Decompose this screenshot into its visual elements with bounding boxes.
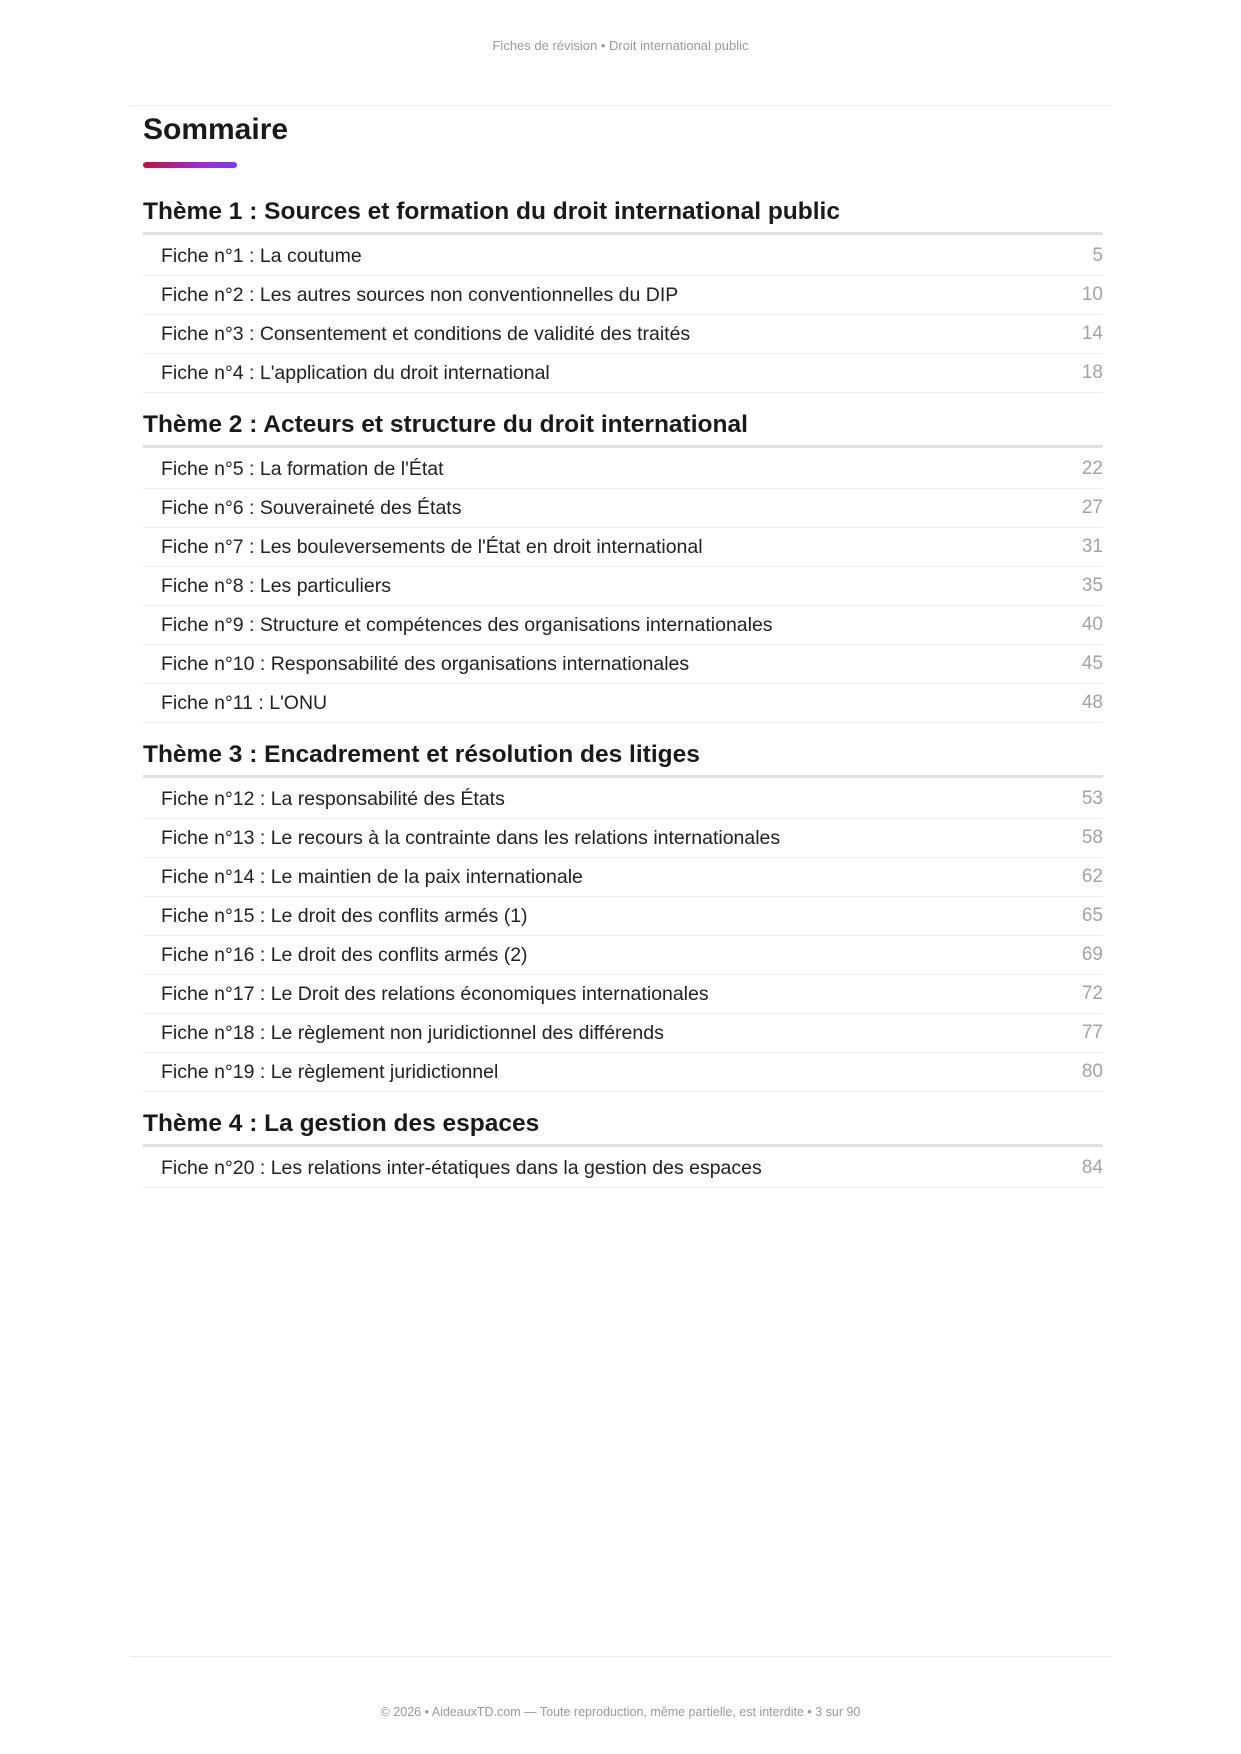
toc-entry[interactable] (143, 975, 1103, 1014)
toc-entry[interactable] (143, 819, 1103, 858)
toc-entry[interactable] (143, 684, 1103, 723)
toc-entry[interactable] (143, 315, 1103, 354)
theme-title: Thème 1 : Sources et formation du droit international public (143, 192, 1103, 235)
theme-section (143, 735, 1103, 1092)
toc-entry-page-number: 18 (1081, 362, 1103, 383)
fiche-list (143, 780, 1103, 1092)
toc-entry-page-number: 35 (1081, 575, 1103, 596)
toc-entry-page-number: 69 (1081, 944, 1103, 965)
toc-entry-page-number: 22 (1081, 458, 1103, 479)
page-footer: © 2026 • AideauxTD.com — Toute reproduction, même partielle, est interdite • 3 sur 90 (380, 1705, 861, 1719)
toc-entry-page-number: 14 (1081, 323, 1103, 344)
toc-entry-label: Fiche n°5 : La formation de l'État (161, 457, 444, 480)
toc-entry[interactable] (143, 606, 1103, 645)
footer-divider (130, 1656, 1111, 1657)
toc-entry[interactable] (143, 936, 1103, 975)
themes-container (143, 192, 1103, 1188)
theme-section (143, 1104, 1103, 1188)
toc-entry-page-number: 62 (1081, 866, 1103, 887)
toc-entry-label: Fiche n°19 : Le règlement juridictionnel (161, 1060, 499, 1083)
toc-entry[interactable] (143, 567, 1103, 606)
toc-entry-label: Fiche n°10 : Responsabilité des organisations internationales (161, 652, 690, 675)
toc-entry-label: Fiche n°12 : La responsabilité des États (161, 787, 505, 810)
theme-title: Thème 3 : Encadrement et résolution des litiges (143, 735, 1103, 778)
fiche-list (143, 237, 1103, 393)
toc-entry-label: Fiche n°7 : Les bouleversements de l'État en droit international (161, 535, 703, 558)
toc-entry-page-number: 40 (1081, 614, 1103, 635)
theme-section (143, 405, 1103, 723)
toc-entry-page-number: 84 (1081, 1157, 1103, 1178)
toc-entry-label: Fiche n°15 : Le droit des conflits armés (1) (161, 904, 528, 927)
toc-entry-label: Fiche n°11 : L'ONU (161, 691, 328, 714)
running-header: Fiches de révision • Droit international public (492, 38, 749, 53)
toc-entry[interactable] (143, 897, 1103, 936)
toc-entry-page-number: 5 (1092, 245, 1103, 266)
toc-entry-page-number: 45 (1081, 653, 1103, 674)
toc-entry-page-number: 10 (1081, 284, 1103, 305)
toc-entry-page-number: 48 (1081, 692, 1103, 713)
toc-entry[interactable] (143, 780, 1103, 819)
toc-entry-label: Fiche n°14 : Le maintien de la paix internationale (161, 865, 583, 888)
toc-entry[interactable] (143, 450, 1103, 489)
toc-entry-page-number: 80 (1081, 1061, 1103, 1082)
toc-entry-page-number: 72 (1081, 983, 1103, 1004)
toc-entry[interactable] (143, 858, 1103, 897)
toc-entry-label: Fiche n°4 : L'application du droit international (161, 361, 550, 384)
table-of-contents (143, 106, 1103, 1188)
toc-entry-label: Fiche n°3 : Consentement et conditions de validité des traités (161, 322, 691, 345)
toc-entry-label: Fiche n°6 : Souveraineté des États (161, 496, 462, 519)
fiche-list (143, 1149, 1103, 1188)
toc-entry[interactable] (143, 489, 1103, 528)
toc-entry-page-number: 58 (1081, 827, 1103, 848)
toc-entry[interactable] (143, 276, 1103, 315)
theme-section (143, 192, 1103, 393)
toc-entry-page-number: 53 (1081, 788, 1103, 809)
theme-title: Thème 2 : Acteurs et structure du droit international (143, 405, 1103, 448)
toc-entry-page-number: 77 (1081, 1022, 1103, 1043)
toc-entry-label: Fiche n°16 : Le droit des conflits armés (2) (161, 943, 528, 966)
toc-entry[interactable] (143, 354, 1103, 393)
fiche-list (143, 450, 1103, 723)
toc-entry-label: Fiche n°13 : Le recours à la contrainte dans les relations internationales (161, 826, 781, 849)
toc-entry[interactable] (143, 237, 1103, 276)
toc-entry[interactable] (143, 1053, 1103, 1092)
page-title: Sommaire (143, 113, 289, 146)
toc-entry-label: Fiche n°20 : Les relations inter-étatiques dans la gestion des espaces (161, 1156, 762, 1179)
toc-entry[interactable] (143, 1014, 1103, 1053)
toc-entry-label: Fiche n°17 : Le Droit des relations économiques internationales (161, 982, 709, 1005)
toc-entry-page-number: 27 (1081, 497, 1103, 518)
toc-entry-label: Fiche n°8 : Les particuliers (161, 574, 391, 597)
theme-title: Thème 4 : La gestion des espaces (143, 1104, 1103, 1147)
toc-entry[interactable] (143, 528, 1103, 567)
toc-entry-label: Fiche n°2 : Les autres sources non conventionnelles du DIP (161, 283, 679, 306)
toc-entry-page-number: 65 (1081, 905, 1103, 926)
toc-entry[interactable] (143, 645, 1103, 684)
toc-entry-label: Fiche n°1 : La coutume (161, 244, 362, 267)
toc-entry-label: Fiche n°9 : Structure et compétences des organisations internationales (161, 613, 773, 636)
toc-entry-page-number: 31 (1081, 536, 1103, 557)
toc-entry-label: Fiche n°18 : Le règlement non juridictionnel des différends (161, 1021, 664, 1044)
toc-entry[interactable] (143, 1149, 1103, 1188)
